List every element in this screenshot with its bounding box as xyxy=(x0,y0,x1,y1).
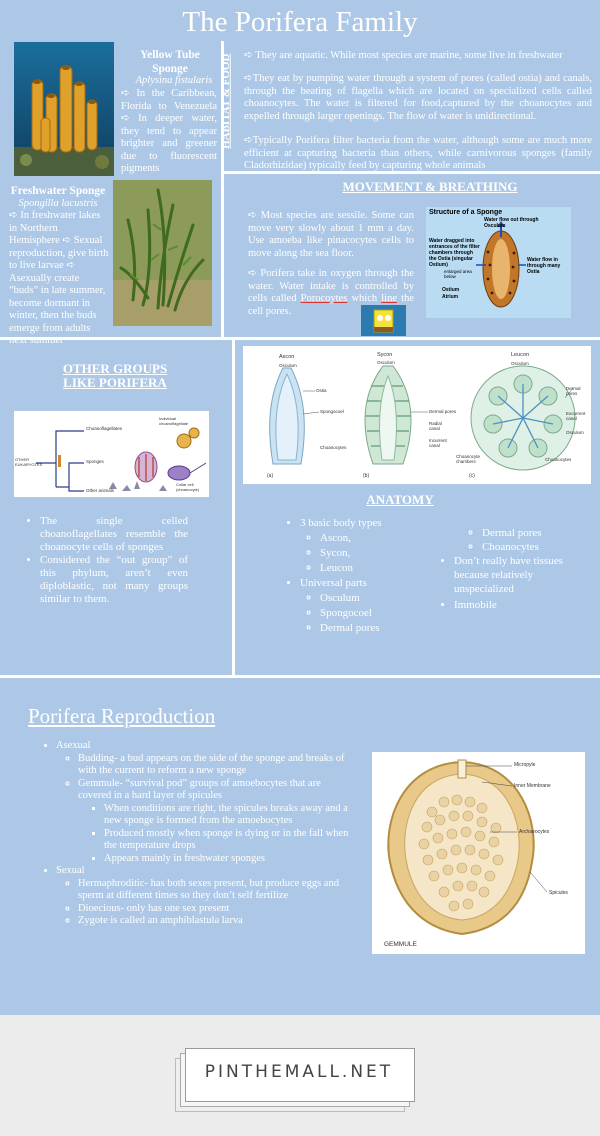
other-groups-bullet-2: • Considered the “out group” of this phylum, aren’t even diploblastic, not many groups similar to them. xyxy=(40,554,188,606)
movement-heading: MOVEMENT & BREATHING xyxy=(342,179,518,194)
anatomy-body-types xyxy=(300,516,432,576)
habitat-text-2: ➪They eat by pumping water through a system of pores (called ostia) and canals, through the beating of flagella which are located on specialized cells called choanocytes. The water is filtered for food,captured by the choanocytes and expelled through larger openings. The flow of water is unidirectional. xyxy=(244,73,592,122)
anatomy-right-dermal: ◦ Dermal pores xyxy=(482,526,586,540)
repro-dioecious: ◦ Dioecious- only has one sex present xyxy=(78,903,350,916)
diagram-osculum-c2: Osculum xyxy=(566,430,584,435)
phylogeny-diagram xyxy=(14,411,209,497)
repro-sexual xyxy=(56,865,350,928)
repro-asexual-label: Asexual xyxy=(56,740,91,751)
gemmule-spicules: Spicules xyxy=(549,890,568,896)
anatomy-part-spongocoel: ◦ Spongocoel xyxy=(320,606,432,621)
diagram-excurrent: Excurrent canal xyxy=(566,411,586,421)
diagram-osculum-b: Osculum xyxy=(377,360,395,365)
movement-text-2a: ➪ Porifera take in oxygen through the water. Water intake is controlled by cells called xyxy=(248,268,414,304)
other-groups-list xyxy=(22,515,188,606)
diagram-dermal-b: Dermal pores xyxy=(429,409,457,414)
repro-budding: ◦ Budding- a bud appears on the side of the sponge and breaks of with the current to reform a new sponge xyxy=(78,753,350,778)
diagram-sycon: Sycon xyxy=(377,352,393,358)
anatomy-right-choanocytes: ◦ Choanocytes xyxy=(482,540,586,554)
tree-sponges: Sponges xyxy=(86,459,104,464)
gemmule-caption: GEMMULE xyxy=(384,941,417,948)
spongebob-thumbnail xyxy=(361,305,406,336)
tree-choanoflagellates: Choanoflagellates xyxy=(86,426,123,431)
diagram-label-a: (a) xyxy=(267,473,274,479)
reproduction-heading: Porifera Reproduction xyxy=(28,704,216,728)
structure-title: Structure of a Sponge xyxy=(429,209,503,216)
tree-individual: Individual choanoflagellate xyxy=(159,416,189,426)
diagram-incurrent: Incurrent canal xyxy=(429,438,447,448)
gemmule-diagram xyxy=(372,752,585,954)
repro-sexual-label: Sexual xyxy=(56,865,85,876)
repro-gemmule-3: ▪ Appears mainly in freshwater sponges xyxy=(104,853,350,866)
tree-collar-cell: Collar cell (choanocyte) xyxy=(176,482,200,492)
movement-text-2c: which xyxy=(347,293,382,304)
freshwater-sponge-name: Freshwater Sponge xyxy=(10,185,106,197)
habitat-text-3: ➪Typically Porifera filter bacteria from the water, although some are much more efficient at capturing bacteria than others, while carnivorous sponges (family Cladorhizidae) typically feed by capturing whole animals xyxy=(244,135,592,171)
tree-other-animals: Other animals xyxy=(86,488,115,493)
yellow-sponge-scientific: Aplysina fistularis xyxy=(135,75,213,86)
diagram-ascon: Ascon xyxy=(279,354,295,360)
repro-hermaphroditic: ◦ Hermaphroditic- has both sexes present, but produce eggs and sperm at different times so they don’t self fertilize xyxy=(78,878,350,903)
yellow-sponge-text: ➪ In the Caribbean, Florida to Venezuela ➪ In deeper water, they tend to appear brighter and greener due to fluorescent pigments xyxy=(121,88,217,174)
anatomy-universal-parts xyxy=(300,576,432,636)
anatomy-type-leucon: ◦ Leucon xyxy=(320,561,432,576)
structure-drag-label: Water dragged into entrances of the filter chambers through the Ostia (singular Ostium) xyxy=(429,238,480,268)
gemmule-micropyle: Micropyle xyxy=(514,762,536,768)
movement-text-1: ➪ Most species are sessile. Some can move very slowly about 1 mm a day. Use amoeba like pinacocytes cells to move along the sea floor. xyxy=(248,210,414,259)
other-groups-heading-2: LIKE PORIFERA xyxy=(63,375,167,390)
structure-enlarged-label: enlarged area below xyxy=(444,269,472,279)
diagram-chambers: Choanocyte chambers xyxy=(456,454,481,464)
repro-asexual xyxy=(56,740,350,865)
reproduction-list xyxy=(38,740,350,928)
divider-row2 xyxy=(0,675,600,678)
anatomy-list-left xyxy=(282,516,432,636)
yellow-sponge-photo xyxy=(14,42,114,176)
movement-text-2b: Porocoytes xyxy=(300,293,348,304)
movement-text-2e: the cell pores. xyxy=(248,293,414,317)
freshwater-sponge-text: ➪ In freshwater lakes in Northern Hemisphere ➪ Sexual reproduction, give birth to live larvae ➪ Asexually create “buds” in late summer, become dormant in winter, then the buds emerge from adults next summer xyxy=(9,210,109,346)
pinthemall-logo[interactable]: PINTHEMALL.NET xyxy=(204,1062,394,1082)
habitat-label: HABITAT & FOOD xyxy=(219,53,232,149)
anatomy-type-ascon: ◦ Ascon, xyxy=(320,531,432,546)
structure-out-label: Water flow out through Osculum xyxy=(484,217,539,229)
tree-other-eukaryotes: OTHER EUKARYOTES xyxy=(15,457,43,467)
page-title: The Porifera Family xyxy=(182,6,418,38)
gemmule-inner-membrane: Inner Membrane xyxy=(514,783,551,789)
habitat-text-1: ➪ They are aquatic. While most species are marine, some live in freshwater xyxy=(244,50,563,61)
structure-in-label: Water flow in through many Ostia xyxy=(527,257,561,275)
anatomy-body-types-label: 3 basic body types xyxy=(300,517,382,529)
diagram-osculum-a: Osculum xyxy=(279,363,297,368)
anatomy-heading: ANATOMY xyxy=(366,492,434,507)
anatomy-right-tissues: • Don’t really have tissues because relatively unspecialized xyxy=(454,554,564,596)
anatomy-universal-parts-label: Universal parts xyxy=(300,577,367,589)
diagram-ostia: Ostia xyxy=(316,388,327,393)
diagram-dermal-c: Dermal pores xyxy=(566,386,581,396)
anatomy-type-sycon: ◦ Sycon, xyxy=(320,546,432,561)
diagram-osculum-c: Osculum xyxy=(511,361,529,366)
anatomy-list-right xyxy=(436,526,586,612)
repro-gemmule-label: Gemmule- “survival pod” groups of amoebocytes that are covered in a hard layer of spicules xyxy=(78,777,321,801)
structure-ostium-label: Ostium xyxy=(442,287,460,293)
freshwater-sponge-photo xyxy=(113,180,212,326)
sponge-structure-diagram xyxy=(426,207,571,318)
diagram-leucon: Leucon xyxy=(511,352,530,358)
other-groups-bullet-1: • The single celled choanoflagellates resemble the choanocyte cells of sponges xyxy=(40,515,188,554)
diagram-choanocytes-c: Choanocytes xyxy=(545,457,572,462)
anatomy-part-osculum: ◦ Osculum xyxy=(320,591,432,606)
diagram-label-b: (b) xyxy=(363,473,370,479)
freshwater-sponge-scientific: Spongilla lacustris xyxy=(18,198,98,209)
body-types-diagram xyxy=(243,346,591,484)
anatomy-right-immobile: • Immobile xyxy=(454,598,564,612)
structure-atrium-label: Atrium xyxy=(442,294,459,300)
repro-zygote: ◦ Zygote is called an amphiblastula larva xyxy=(78,915,350,928)
gemmule-archaeocytes: Archaeocytes xyxy=(519,829,550,835)
anatomy-part-dermal: ◦ Dermal pores xyxy=(320,621,432,636)
other-groups-heading-1: OTHER GROUPS xyxy=(62,361,168,376)
divider-mid-vertical xyxy=(232,340,235,675)
movement-text-2d: line xyxy=(381,293,398,304)
repro-gemmule-2: ▪ Produced mostly when sponge is dying or in the fall when the temperature drops xyxy=(104,828,350,853)
diagram-radial: Radial canal xyxy=(429,421,442,431)
yellow-sponge-name: Yellow Tube Sponge xyxy=(140,49,200,75)
repro-gemmule-1: ▪ When conditions are right, the spicules breaks away and a new sponge is formed from the amoebocytes xyxy=(104,803,350,828)
diagram-choanocytes-a: Choanocytes xyxy=(320,445,347,450)
repro-gemmule xyxy=(78,778,350,866)
diagram-spongocoel: Spongocoel xyxy=(320,409,344,414)
diagram-label-c: (c) xyxy=(469,473,475,479)
